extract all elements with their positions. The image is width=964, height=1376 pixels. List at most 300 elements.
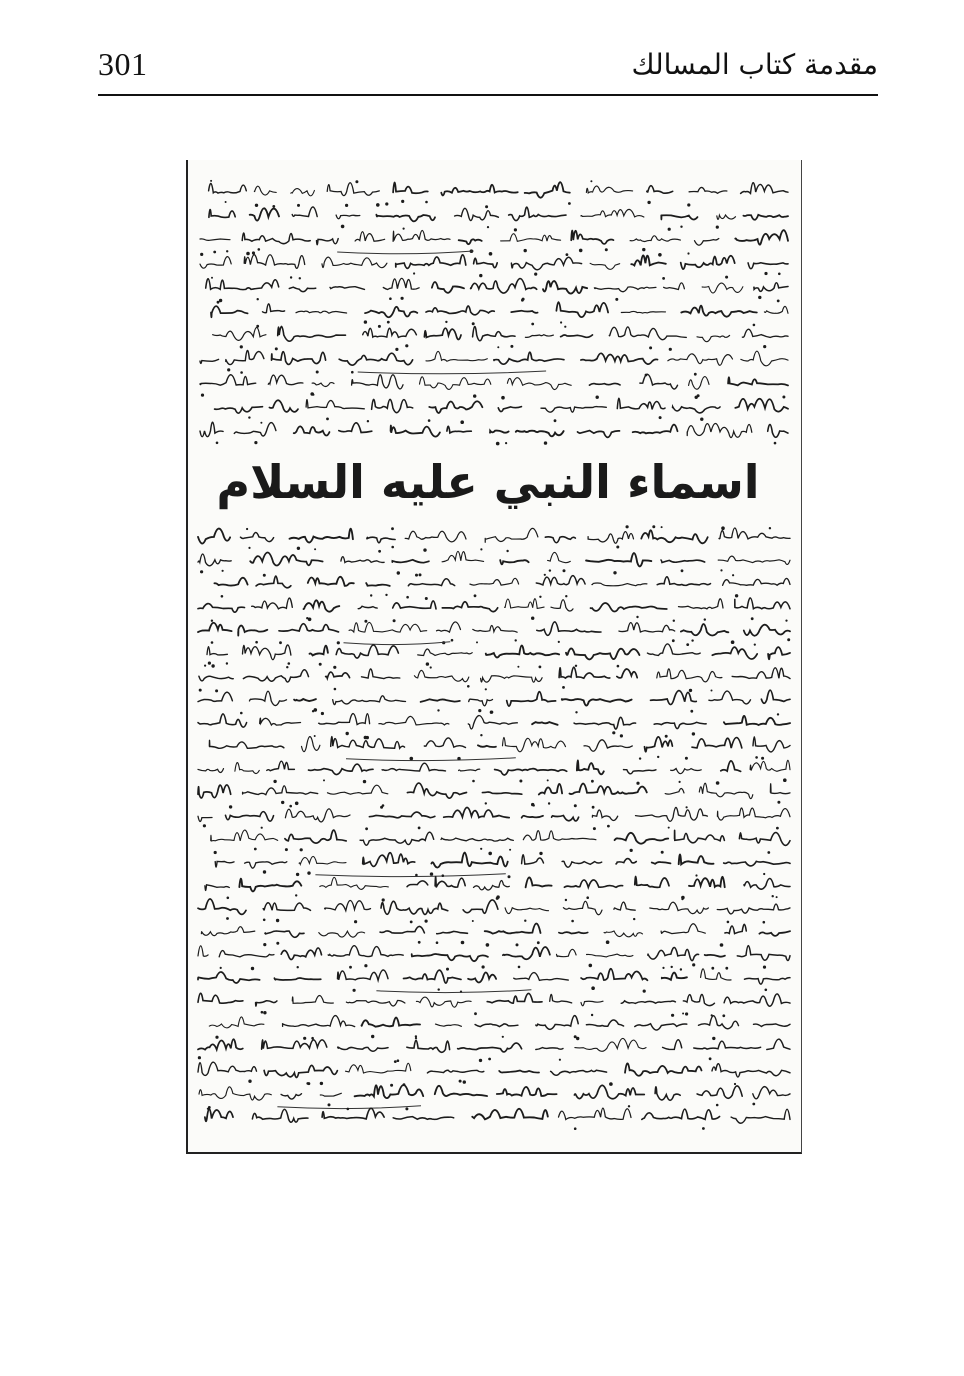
diacritic-dot (255, 641, 258, 644)
handwritten-word (279, 624, 339, 632)
handwritten-line (206, 276, 788, 301)
header-rule (98, 94, 878, 96)
diacritic-dot (303, 1037, 306, 1040)
handwritten-word (619, 623, 675, 632)
diacritic-dot (208, 662, 211, 665)
handwritten-word (650, 902, 709, 913)
diacritic-dot (276, 942, 279, 945)
diacritic-dot (586, 896, 589, 899)
handwritten-word (490, 431, 509, 433)
diacritic-dot (397, 1059, 400, 1062)
diacritic-dot (226, 250, 228, 252)
handwritten-line (198, 594, 790, 621)
diacritic-dot (480, 848, 482, 850)
diacritic-dot (487, 226, 489, 228)
diacritic-dot (252, 251, 255, 254)
handwritten-word (205, 885, 229, 891)
diacritic-dot (479, 1059, 482, 1062)
diacritic-dot (716, 1104, 719, 1107)
diacritic-dot (217, 301, 220, 304)
diacritic-dot (559, 1059, 561, 1061)
diacritic-dot (321, 712, 324, 715)
handwritten-word (621, 311, 665, 313)
handwritten-word (699, 783, 753, 798)
diacritic-dot (716, 226, 719, 229)
handwritten-word (421, 699, 460, 702)
underline-stroke (315, 874, 505, 877)
diacritic-dot (695, 874, 697, 876)
diacritic-dot (200, 570, 203, 573)
handwritten-word (635, 1024, 687, 1030)
handwritten-word (418, 649, 473, 655)
diacritic-dot (387, 321, 390, 324)
handwritten-word (200, 359, 219, 363)
diacritic-dot (591, 780, 594, 783)
diacritic-dot (297, 966, 299, 968)
diacritic-dot (694, 373, 697, 376)
diacritic-dot (308, 618, 312, 622)
handwritten-word (723, 578, 790, 585)
handwritten-line (205, 873, 790, 899)
handwritten-word (651, 691, 697, 705)
handwritten-line (198, 618, 790, 644)
diacritic-dot (669, 348, 672, 351)
handwritten-line (198, 711, 790, 736)
handwritten-word (235, 763, 259, 774)
handwritten-word (199, 1087, 271, 1100)
handwritten-word (304, 600, 340, 611)
handwritten-word (768, 424, 788, 437)
handwritten-word (482, 792, 521, 794)
handwritten-word (239, 879, 301, 892)
handwritten-word (761, 690, 790, 703)
handwritten-word (471, 279, 537, 293)
handwritten-line (198, 1035, 790, 1062)
handwritten-word (681, 624, 729, 635)
handwritten-word (505, 908, 548, 914)
diacritic-dot (389, 297, 392, 300)
handwritten-word (499, 1071, 539, 1073)
handwritten-line (198, 1059, 790, 1085)
handwritten-word (328, 946, 403, 957)
underline-stroke (346, 758, 516, 761)
diacritic-dot (256, 325, 259, 328)
handwritten-word (526, 877, 552, 887)
handwritten-line (198, 965, 790, 992)
handwritten-word (689, 377, 709, 390)
diacritic-dot (668, 827, 670, 829)
handwritten-word (753, 1087, 790, 1099)
handwritten-word (511, 311, 537, 313)
handwritten-word (617, 398, 665, 409)
handwritten-word (458, 1043, 522, 1052)
diacritic-dot (295, 802, 299, 806)
diacritic-dot (589, 964, 593, 968)
diacritic-dot (689, 689, 692, 692)
handwritten-word (306, 400, 364, 409)
handwritten-word (267, 761, 295, 771)
handwritten-word (661, 215, 697, 219)
handwritten-word (382, 763, 445, 771)
handwritten-word (209, 1017, 264, 1028)
diacritic-dot (385, 594, 387, 596)
diacritic-dot (397, 571, 400, 574)
diacritic-dot (215, 689, 218, 692)
diacritic-dot (307, 871, 310, 874)
handwritten-word (732, 668, 790, 679)
diacritic-dot (467, 685, 470, 688)
diacritic-dot (213, 251, 216, 254)
handwritten-word (498, 407, 521, 412)
handwritten-word (735, 399, 788, 412)
diacritic-dot (633, 918, 635, 920)
handwritten-word (294, 699, 316, 701)
diacritic-dot (478, 709, 481, 712)
handwritten-word (712, 647, 757, 659)
handwritten-word (198, 692, 232, 701)
diacritic-dot (776, 827, 779, 830)
handwritten-word (647, 186, 673, 194)
handwritten-word (435, 877, 465, 888)
diacritic-dot (345, 204, 348, 207)
diacritic-dot (574, 1035, 577, 1038)
diacritic-dot (426, 662, 429, 665)
diacritic-dot (636, 616, 638, 618)
diacritic-dot (390, 1084, 393, 1087)
diacritic-dot (472, 322, 475, 325)
handwritten-word (383, 278, 419, 289)
diacritic-dot (254, 848, 257, 851)
handwritten-word (705, 955, 725, 957)
handwritten-word (657, 577, 710, 586)
diacritic-dot (272, 205, 275, 208)
diacritic-dot (211, 664, 214, 667)
handwritten-word (563, 901, 602, 914)
diacritic-dot (198, 1056, 201, 1059)
diacritic-dot (709, 1057, 712, 1060)
handwritten-word (427, 1070, 483, 1073)
handwritten-word (215, 407, 263, 413)
diacritic-dot (355, 180, 358, 183)
diacritic-dot (539, 852, 542, 855)
page-header (98, 46, 878, 96)
diacritic-dot (531, 617, 534, 620)
diacritic-dot (524, 249, 527, 252)
diacritic-dot (531, 323, 534, 326)
handwritten-word (697, 1086, 742, 1098)
diacritic-dot (364, 620, 367, 623)
diacritic-dot (672, 639, 675, 642)
handwritten-word (604, 931, 642, 937)
handwritten-word (474, 258, 498, 267)
diacritic-dot (704, 618, 706, 620)
manuscript-heading (216, 455, 759, 509)
diacritic-dot (687, 203, 690, 206)
handwritten-word (581, 969, 647, 981)
handwritten-word (631, 255, 666, 265)
handwritten-word (245, 862, 287, 868)
handwritten-word (655, 1087, 680, 1100)
diacritic-dot (767, 851, 770, 854)
diacritic-dot (425, 920, 428, 923)
diacritic-dot (626, 525, 629, 528)
handwritten-line (199, 664, 790, 690)
handwritten-word (294, 426, 330, 435)
diacritic-dot (662, 967, 664, 969)
diacritic-dot (544, 441, 547, 444)
handwritten-word (661, 924, 705, 934)
handwritten-word (654, 722, 706, 728)
handwritten-word (250, 208, 279, 220)
handwritten-word (648, 948, 699, 961)
handwritten-word (322, 1108, 384, 1119)
diacritic-dot (419, 573, 422, 576)
diacritic-dot (681, 569, 684, 572)
handwritten-word (242, 233, 310, 244)
diacritic-dot (378, 550, 381, 553)
diacritic-dot (299, 277, 301, 279)
diacritic-dot (258, 248, 261, 251)
handwritten-word (681, 256, 735, 269)
handwritten-word (509, 207, 566, 220)
handwritten-word (381, 901, 448, 914)
diacritic-dot (446, 968, 449, 971)
diacritic-dot (565, 899, 567, 901)
diacritic-dot (615, 298, 618, 301)
handwritten-word (274, 978, 320, 980)
handwritten-word (709, 691, 751, 704)
diacritic-dot (537, 941, 540, 944)
diacritic-dot (695, 396, 698, 399)
diacritic-dot (457, 757, 460, 760)
handwritten-word (319, 714, 370, 725)
handwritten-line (200, 419, 788, 445)
handwritten-word (369, 812, 434, 818)
handwritten-word (292, 996, 333, 1004)
underline-stroke (376, 990, 531, 993)
diacritic-dot (260, 422, 262, 424)
handwritten-word (339, 353, 412, 365)
handwritten-word (501, 234, 561, 242)
diacritic-dot (437, 709, 439, 711)
handwritten-word (735, 598, 790, 609)
diacritic-dot (246, 528, 248, 530)
diacritic-dot (671, 966, 673, 968)
diacritic-dot (428, 419, 431, 422)
handwritten-line (198, 896, 790, 923)
handwritten-word (537, 622, 601, 635)
diacritic-dot (474, 594, 477, 597)
handwritten-word (198, 1062, 257, 1075)
diacritic-dot (347, 1108, 350, 1111)
diacritic-dot (364, 964, 367, 967)
diacritic-dot (606, 940, 610, 944)
diacritic-dot (473, 394, 476, 397)
handwritten-word (272, 352, 326, 365)
diacritic-dot (365, 827, 368, 830)
handwritten-line (214, 571, 790, 598)
diacritic-dot (479, 274, 482, 277)
diacritic-dot (774, 442, 777, 445)
diacritic-dot (316, 371, 319, 374)
diacritic-dot (488, 1058, 491, 1061)
diacritic-dot (285, 848, 288, 851)
diacritic-dot (418, 941, 421, 944)
handwritten-word (522, 855, 544, 864)
handwritten-word (717, 904, 790, 914)
handwritten-word (768, 647, 790, 659)
diacritic-dot (518, 966, 521, 969)
handwritten-word (681, 306, 757, 317)
diacritic-dot (521, 299, 524, 302)
handwritten-line (213, 324, 788, 350)
handwritten-word (281, 948, 321, 960)
diacritic-dot (592, 806, 595, 809)
handwritten-word (500, 560, 528, 564)
handwritten-word (407, 1040, 450, 1052)
handwritten-word (355, 1085, 424, 1098)
diacritic-dot (423, 548, 426, 551)
diacritic-dot (727, 921, 730, 924)
diacritic-dot (226, 917, 229, 920)
diacritic-dot (461, 941, 465, 945)
diacritic-dot (593, 827, 596, 830)
diacritic-dot (565, 595, 567, 597)
handwritten-word (767, 1039, 790, 1049)
handwritten-word (226, 812, 274, 822)
diacritic-dot (613, 571, 616, 574)
diacritic-dot (612, 731, 615, 734)
diacritic-dot (665, 735, 668, 738)
handwritten-word (574, 1085, 644, 1098)
diacritic-dot (472, 780, 475, 783)
handwritten-word (281, 1094, 301, 1099)
handwritten-word (209, 184, 247, 194)
diacritic-dot (311, 1037, 314, 1040)
handwritten-word (505, 599, 544, 609)
handwritten-word (557, 949, 577, 956)
handwritten-word (436, 1024, 462, 1026)
handwritten-word (441, 838, 513, 841)
diacritic-dot (405, 344, 408, 347)
diacritic-dot (558, 641, 560, 643)
handwritten-word (320, 877, 389, 889)
diacritic-dot (378, 325, 381, 328)
handwritten-word (485, 528, 538, 542)
diacritic-dot (772, 895, 774, 897)
handwritten-word (429, 401, 482, 413)
handwritten-word (753, 737, 790, 752)
diacritic-dot (263, 870, 266, 873)
handwritten-word (198, 993, 243, 1003)
diacritic-dot (220, 967, 222, 969)
handwritten-word (360, 832, 434, 845)
handwritten-word (238, 626, 267, 636)
handwritten-word (640, 374, 678, 389)
diacritic-dot (497, 346, 499, 348)
handwritten-word (587, 954, 633, 957)
diacritic-dot (691, 639, 693, 641)
handwritten-word (326, 672, 350, 678)
handwritten-word (291, 189, 315, 196)
handwritten-word (459, 769, 480, 771)
diacritic-dot (401, 200, 404, 203)
handwritten-line (200, 371, 788, 397)
diacritic-dot (716, 781, 720, 785)
diacritic-dot (215, 1036, 218, 1039)
diacritic-dot (307, 1082, 310, 1085)
diacritic-dot (460, 991, 462, 993)
handwritten-word (366, 583, 390, 586)
handwritten-word (687, 423, 752, 437)
handwritten-word (393, 601, 436, 609)
diacritic-dot (371, 1035, 374, 1038)
diacritic-dot (690, 710, 693, 713)
diacritic-dot (566, 253, 569, 256)
diacritic-dot (539, 666, 542, 669)
diacritic-dot (227, 368, 230, 371)
diacritic-dot (391, 546, 394, 549)
diacritic-dot (685, 757, 688, 760)
diacritic-dot (485, 802, 487, 804)
diacritic-dot (320, 1082, 323, 1085)
handwritten-word (742, 329, 788, 337)
handwritten-word (615, 833, 669, 844)
handwritten-word (393, 182, 428, 193)
diacritic-dot (645, 374, 648, 377)
diacritic-dot (314, 735, 316, 737)
handwritten-word (545, 537, 575, 543)
handwritten-word (662, 973, 687, 980)
diacritic-dot (711, 967, 714, 970)
diacritic-dot (261, 1011, 264, 1014)
diacritic-dot (323, 779, 325, 781)
diacritic-dot (403, 1083, 406, 1086)
handwritten-word (407, 881, 428, 887)
diacritic-dot (211, 641, 214, 644)
diacritic-dot (514, 228, 517, 231)
diacritic-dot (273, 780, 276, 783)
handwritten-word (290, 529, 353, 543)
diacritic-dot (436, 941, 439, 944)
handwritten-word (362, 669, 400, 679)
handwritten-word (327, 183, 379, 196)
handwritten-word (661, 560, 705, 563)
handwritten-word (263, 903, 310, 911)
handwritten-word (702, 283, 743, 293)
handwritten-word (285, 809, 350, 822)
handwritten-word (250, 553, 322, 566)
diacritic-dot (295, 894, 297, 896)
handwritten-word (372, 399, 413, 412)
handwritten-word (675, 830, 725, 842)
handwritten-word (299, 856, 346, 864)
diacritic-dot (734, 1083, 736, 1085)
underline-stroke (337, 251, 473, 254)
diacritic-dot (574, 804, 577, 807)
handwritten-word (424, 738, 465, 748)
handwritten-word (645, 737, 673, 752)
handwritten-word (759, 931, 790, 936)
diacritic-dot (787, 638, 790, 641)
diacritic-dot (519, 780, 522, 783)
diacritic-dot (680, 968, 682, 970)
diacritic-dot (382, 804, 385, 807)
handwritten-word (341, 557, 384, 563)
diacritic-dot (783, 778, 787, 782)
handwritten-word (198, 972, 260, 983)
handwritten-word (393, 1117, 454, 1120)
